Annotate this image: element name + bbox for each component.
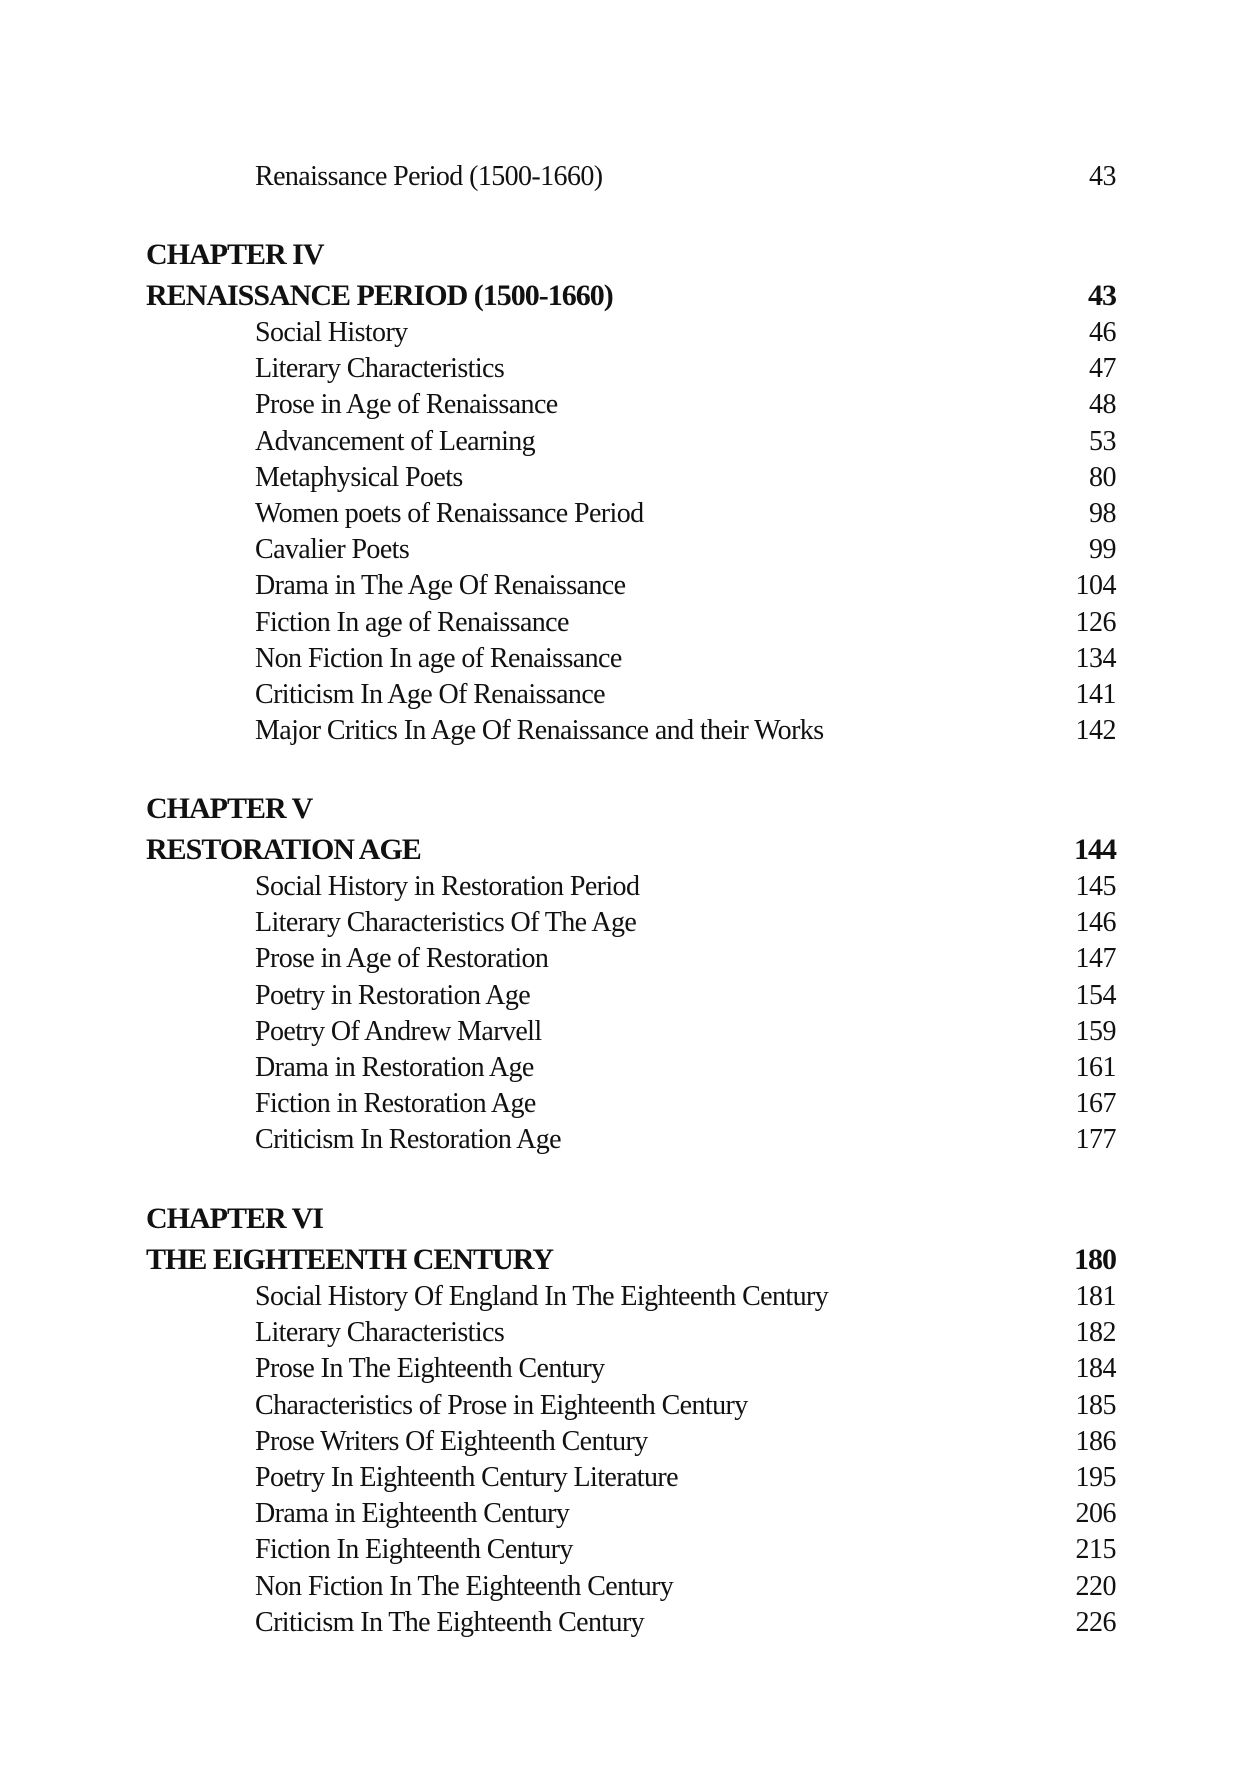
toc-entry-title: Poetry Of Andrew Marvell	[255, 1015, 542, 1047]
toc-entry[interactable]	[0, 460, 1258, 496]
toc-entry[interactable]	[0, 1014, 1258, 1050]
chapter-label-text: CHAPTER VI	[146, 1202, 323, 1235]
toc-entry-page: 48	[1089, 389, 1116, 421]
toc-entry-title: Fiction in Restoration Age	[255, 1088, 536, 1120]
toc-entry[interactable]	[0, 1532, 1258, 1568]
toc-entry-title: Literary Characteristics Of The Age	[255, 907, 637, 939]
toc-entry-title: Literary Characteristics	[255, 353, 505, 385]
chapter-page: 180	[1074, 1243, 1116, 1276]
toc-entry-title: Poetry in Restoration Age	[255, 979, 531, 1011]
toc-entry-page: 134	[1075, 642, 1116, 674]
toc-entry[interactable]	[0, 315, 1258, 351]
toc-entry-title: Women poets of Renaissance Period	[255, 498, 644, 529]
chapter-title: RESTORATION AGE	[146, 833, 421, 866]
toc-entry-title: Prose in Age of Restoration	[255, 943, 549, 975]
toc-entry-page: 145	[1075, 871, 1116, 902]
chapter-label	[0, 1201, 1258, 1237]
toc-entry-title: Social History	[255, 317, 408, 348]
toc-entry-title: Drama in The Age Of Renaissance	[255, 570, 626, 602]
toc-entry-title: Fiction In age of Renaissance	[255, 606, 569, 638]
toc-entry[interactable]	[0, 713, 1258, 749]
toc-entry-page: 206	[1075, 1498, 1116, 1530]
toc-entry[interactable]	[0, 641, 1258, 677]
toc-entry[interactable]	[0, 941, 1258, 977]
toc-entry-page: 181	[1075, 1281, 1116, 1312]
toc-entry-title: Advancement of Learning	[255, 425, 536, 457]
toc-entry-title: Cavalier Poets	[255, 534, 410, 566]
toc-entry[interactable]	[0, 905, 1258, 941]
toc-entry-page: 104	[1075, 570, 1116, 602]
toc-entry-page: 80	[1089, 461, 1116, 493]
toc-entry-title: Renaissance Period (1500-1660)	[255, 161, 603, 192]
toc-entry-page: 161	[1075, 1052, 1116, 1083]
toc-entry-title: Drama in Eighteenth Century	[255, 1498, 570, 1530]
toc-entry-title: Prose Writers Of Eighteenth Century	[255, 1425, 648, 1457]
toc-entry-title: Fiction In Eighteenth Century	[255, 1534, 573, 1566]
chapter-label	[0, 237, 1258, 273]
toc-entry-page: 215	[1075, 1534, 1116, 1566]
toc-entry-title: Major Critics In Age Of Renaissance and their Works	[255, 715, 824, 747]
toc-entry[interactable]	[0, 1605, 1258, 1641]
toc-entry-page: 220	[1075, 1570, 1116, 1602]
toc-entry-page: 184	[1075, 1353, 1116, 1385]
toc-entry-page: 99	[1089, 534, 1116, 566]
chapter-label-text: CHAPTER V	[146, 792, 313, 825]
toc-entry-page: 159	[1075, 1015, 1116, 1047]
toc-entry-page: 177	[1075, 1124, 1116, 1156]
chapter-heading[interactable]	[0, 278, 1258, 314]
toc-entry[interactable]	[0, 532, 1258, 568]
toc-entry-title: Literary Characteristics	[255, 1317, 505, 1349]
toc-entry[interactable]	[0, 496, 1258, 532]
toc-entry-page: 47	[1089, 353, 1116, 385]
toc-entry[interactable]	[0, 1388, 1258, 1424]
toc-entry-title: Drama in Restoration Age	[255, 1052, 534, 1083]
toc-entry[interactable]	[0, 387, 1258, 423]
chapter-page: 43	[1088, 279, 1116, 312]
toc-entry-title: Criticism In The Eighteenth Century	[255, 1606, 645, 1638]
toc-entry[interactable]	[0, 351, 1258, 387]
toc-entry-title: Prose In The Eighteenth Century	[255, 1353, 605, 1385]
toc-entry[interactable]	[0, 1460, 1258, 1496]
toc-entry[interactable]	[0, 1569, 1258, 1605]
toc-entry-title: Criticism In Restoration Age	[255, 1124, 561, 1156]
toc-entry-page: 141	[1075, 679, 1116, 710]
toc-entry-title: Criticism In Age Of Renaissance	[255, 679, 605, 710]
toc-entry[interactable]	[0, 677, 1258, 713]
toc-entry[interactable]	[0, 159, 1258, 195]
toc-entry[interactable]	[0, 568, 1258, 604]
toc-entry[interactable]	[0, 605, 1258, 641]
toc-entry-title: Prose in Age of Renaissance	[255, 389, 558, 421]
toc-entry[interactable]	[0, 1122, 1258, 1158]
toc-entry-page: 53	[1089, 425, 1116, 457]
toc-entry-page: 185	[1075, 1389, 1116, 1421]
toc-entry[interactable]	[0, 869, 1258, 905]
toc-entry-page: 154	[1075, 979, 1116, 1011]
chapter-heading[interactable]	[0, 832, 1258, 868]
toc-entry-page: 43	[1089, 161, 1116, 192]
toc-entry-page: 142	[1075, 715, 1116, 747]
toc-entry[interactable]	[0, 1050, 1258, 1086]
toc-entry-page: 147	[1075, 943, 1116, 975]
toc-entry-title: Non Fiction In age of Renaissance	[255, 642, 622, 674]
toc-entry-page: 182	[1075, 1317, 1116, 1349]
toc-entry-title: Social History in Restoration Period	[255, 871, 640, 902]
toc-entry-title: Poetry In Eighteenth Century Literature	[255, 1462, 678, 1493]
chapter-label-text: CHAPTER IV	[146, 238, 324, 271]
toc-entry-page: 186	[1075, 1425, 1116, 1457]
toc-entry-page: 146	[1075, 907, 1116, 939]
toc-entry-page: 126	[1075, 606, 1116, 638]
toc-entry-page: 195	[1075, 1462, 1116, 1493]
toc-entry[interactable]	[0, 1279, 1258, 1315]
toc-entry[interactable]	[0, 1351, 1258, 1387]
toc-entry[interactable]	[0, 1496, 1258, 1532]
toc-entry[interactable]	[0, 1424, 1258, 1460]
toc-entry-title: Metaphysical Poets	[255, 461, 463, 493]
chapter-label	[0, 791, 1258, 827]
toc-entry[interactable]	[0, 424, 1258, 460]
chapter-heading[interactable]	[0, 1242, 1258, 1278]
toc-entry-page: 98	[1089, 498, 1116, 529]
chapter-page: 144	[1074, 833, 1116, 866]
toc-entry[interactable]	[0, 1315, 1258, 1351]
chapter-title: THE EIGHTEENTH CENTURY	[146, 1243, 554, 1276]
toc-entry[interactable]	[0, 978, 1258, 1014]
toc-entry-page: 226	[1075, 1606, 1116, 1638]
toc-entry-title: Non Fiction In The Eighteenth Century	[255, 1570, 674, 1602]
toc-entry-title: Characteristics of Prose in Eighteenth Century	[255, 1389, 748, 1421]
toc-entry-page: 167	[1075, 1088, 1116, 1120]
toc-entry-title: Social History Of England In The Eighteenth Century	[255, 1281, 829, 1312]
chapter-title: RENAISSANCE PERIOD (1500-1660)	[146, 279, 613, 312]
toc-entry-page: 46	[1089, 317, 1116, 348]
toc-entry[interactable]	[0, 1086, 1258, 1122]
